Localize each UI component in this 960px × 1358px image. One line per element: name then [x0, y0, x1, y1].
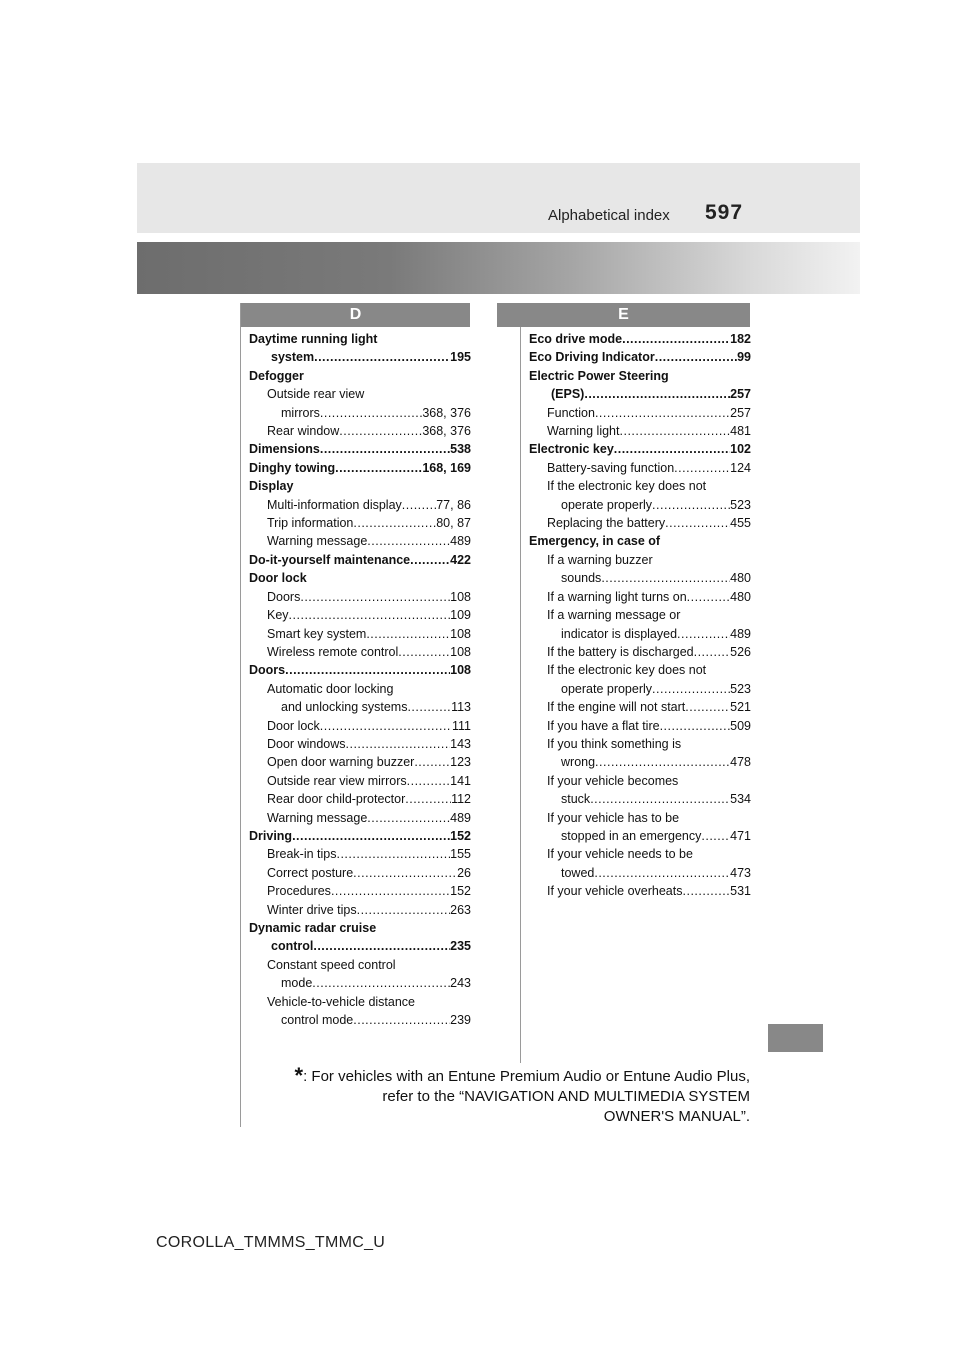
index-entry-term: Dinghy towing [249, 460, 336, 475]
index-entry-term: system [271, 350, 315, 365]
index-column-d [249, 330, 471, 1029]
index-entry-term: Smart key system [267, 626, 367, 641]
leader-dots [685, 698, 730, 716]
section-tab-marker [768, 1024, 823, 1052]
index-entry [529, 330, 751, 348]
index-entry [249, 367, 471, 385]
index-entry [529, 440, 751, 458]
index-entry-page: 480 [730, 571, 751, 586]
index-entry-term: Outside rear view mirrors [267, 773, 407, 788]
index-entry-page: 538 [450, 442, 471, 457]
index-entry [529, 827, 751, 845]
index-entry-term: Electronic key [529, 442, 614, 457]
index-entry [249, 845, 471, 863]
index-entry-term: operate properly [561, 681, 653, 696]
leader-dots [314, 348, 450, 366]
leader-dots [312, 974, 450, 992]
index-entry-term: Electric Power Steering [529, 368, 669, 383]
index-entry-page: 26 [457, 865, 471, 880]
index-entry-term: If your vehicle becomes [547, 773, 679, 788]
index-entry-term: Emergency, in case of [529, 534, 661, 549]
index-entry-page: 534 [730, 792, 751, 807]
index-entry-page: 471 [730, 828, 751, 843]
index-entry-term: (EPS) [551, 387, 585, 402]
index-entry [249, 588, 471, 606]
index-entry-term: Rear door child-protector [267, 792, 406, 807]
index-entry [249, 1011, 471, 1029]
leader-dots [595, 753, 730, 771]
index-entry-page: 155 [450, 847, 471, 862]
leader-dots [622, 330, 730, 348]
index-entry-term: Do-it-yourself maintenance [249, 552, 411, 567]
footnote-line-3: OWNER'S MANUAL”. [603, 1108, 750, 1125]
index-entry [249, 440, 471, 458]
leader-dots [410, 551, 450, 569]
index-entry [249, 680, 471, 698]
index-entry-page: 168, 169 [422, 460, 471, 475]
index-entry [529, 606, 751, 624]
index-entry [249, 661, 471, 679]
index-entry-term: Warning message [267, 534, 368, 549]
leader-dots [289, 606, 451, 624]
index-entry-term: mode [281, 976, 313, 991]
center-column-rule [520, 303, 521, 1063]
index-entry [249, 404, 471, 422]
index-entry [249, 422, 471, 440]
leader-dots [353, 514, 436, 532]
index-entry [529, 496, 751, 514]
index-entry-page: 152 [450, 884, 471, 899]
index-entry [249, 827, 471, 845]
index-entry-page: 509 [730, 718, 751, 733]
page-number: 597 [705, 201, 744, 224]
index-entry-page: 368, 376 [422, 424, 471, 439]
index-entry [249, 459, 471, 477]
index-entry [249, 569, 471, 587]
index-entry-term: Rear window [267, 424, 340, 439]
leader-dots [292, 827, 450, 845]
leader-dots [601, 569, 730, 587]
index-entry-page: 109 [450, 608, 471, 623]
index-entry-page: 523 [730, 681, 751, 696]
index-entry [529, 514, 751, 532]
index-entry-term: mirrors [281, 405, 320, 420]
leader-dots [320, 404, 422, 422]
index-entry [249, 753, 471, 771]
index-entry [529, 385, 751, 403]
leader-dots [346, 735, 451, 753]
index-entry-term: Automatic door locking [267, 681, 394, 696]
index-entry-term: If the electronic key does not [547, 663, 707, 678]
index-entry-page: 263 [450, 902, 471, 917]
index-entry-term: Open door warning buzzer [267, 755, 415, 770]
gradient-banner [137, 242, 860, 294]
leader-dots [336, 845, 450, 863]
index-entry-term: control [271, 939, 314, 954]
index-entry-page: 102 [730, 442, 751, 457]
index-entry [529, 643, 751, 661]
index-entry-page: 108 [450, 589, 471, 604]
index-entry [529, 625, 751, 643]
leader-dots [652, 680, 730, 698]
index-entry-term: Warning light [547, 424, 620, 439]
index-entry-term: Eco Driving Indicator [529, 350, 655, 365]
index-entry-page: 195 [450, 350, 471, 365]
leader-dots [407, 698, 451, 716]
index-entry-page: 422 [450, 552, 471, 567]
index-entry-term: If your vehicle has to be [547, 810, 680, 825]
index-entry [529, 735, 751, 753]
index-entry [249, 496, 471, 514]
index-entry [529, 551, 751, 569]
index-entry-page: 111 [451, 718, 471, 733]
index-entry [529, 753, 751, 771]
index-entry [249, 993, 471, 1011]
column-header-d: D [241, 303, 470, 327]
index-entry [249, 901, 471, 919]
index-entry-term: Wireless remote control [267, 644, 399, 659]
index-entry-term: Function [547, 405, 595, 420]
index-entry-term: Door lock [267, 718, 320, 733]
index-entry-term: Dynamic radar cruise [249, 921, 377, 935]
leader-dots [590, 790, 730, 808]
index-entry-page: 455 [730, 516, 751, 531]
index-entry-term: stopped in an emergency [561, 828, 702, 843]
index-entry-term: Door lock [249, 571, 307, 586]
index-entry-page: 473 [730, 865, 751, 880]
leader-dots [367, 532, 450, 550]
index-entry-term: If a warning buzzer [547, 552, 653, 567]
index-entry [529, 569, 751, 587]
index-entry [249, 956, 471, 974]
index-entry-page: 481 [730, 424, 751, 439]
index-entry-term: operate properly [561, 497, 653, 512]
index-entry-term: control mode [281, 1013, 354, 1028]
index-entry-term: Vehicle-to-vehicle distance [267, 994, 415, 1009]
index-entry-term: sounds [561, 571, 602, 586]
index-entry-term: Display [249, 479, 294, 494]
index-entry-term: Eco drive mode [529, 332, 623, 346]
index-entry [249, 864, 471, 882]
index-entry [249, 937, 471, 955]
index-entry [529, 790, 751, 808]
index-entry-page: 108 [450, 663, 471, 678]
index-entry [249, 698, 471, 716]
index-entry [249, 882, 471, 900]
index-entry-page: 235 [450, 939, 471, 954]
leader-dots [655, 348, 737, 366]
index-entry-term: Driving [249, 828, 293, 843]
index-entry-page: 257 [730, 387, 751, 402]
index-entry-term: If the engine will not start [547, 700, 686, 715]
index-entry-term: Outside rear view [267, 387, 365, 402]
index-entry-page: 368, 376 [422, 405, 471, 420]
index-entry-page: 489 [730, 626, 751, 641]
leader-dots [683, 882, 731, 900]
leader-dots [594, 864, 730, 882]
index-entry [249, 790, 471, 808]
index-entry-term: If a warning message or [547, 608, 681, 623]
leader-dots [339, 422, 422, 440]
leader-dots [614, 440, 730, 458]
index-entry [249, 514, 471, 532]
index-entry-page: 489 [450, 810, 471, 825]
index-entry [529, 698, 751, 716]
index-entry [249, 606, 471, 624]
index-entry-term: Replacing the battery [547, 516, 666, 531]
leader-dots [660, 717, 731, 735]
index-entry [529, 809, 751, 827]
index-entry [249, 330, 471, 348]
index-entry-term: Break-in tips [267, 847, 337, 862]
index-entry-page: 108 [450, 626, 471, 641]
leader-dots [320, 440, 450, 458]
index-entry [529, 477, 751, 495]
index-entry [529, 348, 751, 366]
index-entry-page: 523 [730, 497, 751, 512]
index-entry-term: Correct posture [267, 865, 354, 880]
leader-dots [402, 496, 436, 514]
index-entry-term: If you think something is [547, 736, 682, 751]
index-entry-term: Doors [249, 663, 286, 678]
index-entry [249, 772, 471, 790]
index-entry-page: 531 [730, 884, 751, 899]
index-entry-term: and unlocking systems [281, 700, 408, 715]
index-entry-page: 152 [450, 828, 471, 843]
index-entry-term: Key [267, 608, 289, 623]
leader-dots [300, 588, 450, 606]
left-column-rule [240, 303, 241, 1127]
index-entry-page: 108 [450, 644, 471, 659]
index-entry-term: stuck [561, 792, 591, 807]
leader-dots [367, 809, 450, 827]
leader-dots [285, 661, 450, 679]
header-band [137, 163, 860, 233]
document-code: COROLLA_TMMMS_TMMC_U [156, 1234, 386, 1251]
index-entry-page: 243 [450, 976, 471, 991]
index-entry-page: 526 [730, 644, 751, 659]
index-entry [529, 845, 751, 863]
index-entry-term: Constant speed control [267, 957, 396, 972]
index-entry-term: Defogger [249, 368, 304, 383]
index-entry [529, 588, 751, 606]
index-entry [249, 385, 471, 403]
index-entry-term: Procedures [267, 884, 331, 899]
index-entry-term: Doors [267, 589, 301, 604]
column-header-e: E [497, 303, 750, 327]
index-entry [249, 809, 471, 827]
index-entry-page: 480 [730, 589, 751, 604]
leader-dots [694, 643, 731, 661]
index-entry [529, 717, 751, 735]
index-entry-term: Warning message [267, 810, 368, 825]
index-entry [529, 661, 751, 679]
leader-dots [398, 643, 450, 661]
index-entry-page: 112 [451, 792, 471, 807]
leader-dots [677, 625, 730, 643]
leader-dots [366, 625, 450, 643]
index-entry-page: 141 [450, 773, 471, 788]
leader-dots [595, 404, 730, 422]
index-entry-page: 239 [450, 1013, 471, 1028]
leader-dots [620, 422, 731, 440]
index-entry-page: 521 [730, 700, 751, 715]
index-entry-term: If the battery is discharged [547, 644, 694, 659]
index-entry [249, 974, 471, 992]
index-entry [249, 625, 471, 643]
index-entry-term: If your vehicle overheats [547, 884, 683, 899]
index-entry-term: If the electronic key does not [547, 479, 707, 494]
index-entry-term: indicator is displayed [561, 626, 678, 641]
index-entry-page: 257 [730, 405, 751, 420]
index-entry-term: Door windows [267, 736, 346, 751]
footnote-star: * [294, 1063, 304, 1088]
index-entry-term: Dimensions [249, 442, 320, 457]
index-entry [249, 551, 471, 569]
index-entry [249, 919, 471, 937]
leader-dots [405, 790, 451, 808]
leader-dots [331, 882, 450, 900]
index-entry [529, 367, 751, 385]
index-entry [529, 882, 751, 900]
leader-dots [357, 901, 451, 919]
section-title: Alphabetical index [548, 207, 670, 224]
index-entry-page: 99 [737, 350, 751, 365]
leader-dots [665, 514, 730, 532]
footnote [280, 1063, 750, 1127]
footnote-line-2: refer to the “NAVIGATION AND MULTIMEDIA SYSTEM [382, 1088, 750, 1105]
index-entry-term: Winter drive tips [267, 902, 357, 917]
leader-dots [687, 588, 730, 606]
index-entry [529, 772, 751, 790]
leader-dots [652, 496, 730, 514]
footnote-line-1: : For vehicles with an Entune Premium Audio or Entune Audio Plus, [303, 1068, 750, 1085]
index-column-e [529, 330, 751, 901]
index-entry-page: 182 [730, 332, 751, 346]
index-entry-page: 113 [451, 700, 471, 715]
leader-dots [407, 772, 451, 790]
index-entry-term: If you have a flat tire [547, 718, 660, 733]
index-entry-term: Trip information [267, 516, 354, 531]
leader-dots [414, 753, 450, 771]
leader-dots [320, 717, 452, 735]
index-entry [249, 717, 471, 735]
index-entry [249, 643, 471, 661]
index-entry [249, 348, 471, 366]
leader-dots [353, 1011, 450, 1029]
index-entry [529, 459, 751, 477]
index-entry-term: If a warning light turns on [547, 589, 687, 604]
index-entry-term: Multi-information display [267, 497, 402, 512]
index-entry [529, 864, 751, 882]
index-entry-page: 77, 86 [436, 497, 471, 512]
index-entry-term: Battery-saving function [547, 460, 675, 475]
index-entry-term: towed [561, 865, 595, 880]
index-entry [249, 735, 471, 753]
index-entry-page: 143 [450, 736, 471, 751]
index-entry [529, 532, 751, 550]
leader-dots [335, 459, 422, 477]
leader-dots [701, 827, 730, 845]
leader-dots [674, 459, 730, 477]
index-entry [529, 680, 751, 698]
leader-dots [584, 385, 730, 403]
index-entry [529, 422, 751, 440]
index-entry-page: 123 [450, 755, 471, 770]
index-entry-page: 80, 87 [436, 516, 471, 531]
index-entry-page: 489 [450, 534, 471, 549]
index-entry-page: 478 [730, 755, 751, 770]
index-entry-term: If your vehicle needs to be [547, 847, 693, 862]
index-entry [529, 404, 751, 422]
leader-dots [353, 864, 457, 882]
index-entry-term: wrong [561, 755, 596, 770]
index-entry-page: 124 [730, 460, 751, 475]
leader-dots [313, 937, 450, 955]
index-entry [249, 532, 471, 550]
index-entry [249, 477, 471, 495]
index-entry-term: Daytime running light [249, 332, 378, 346]
